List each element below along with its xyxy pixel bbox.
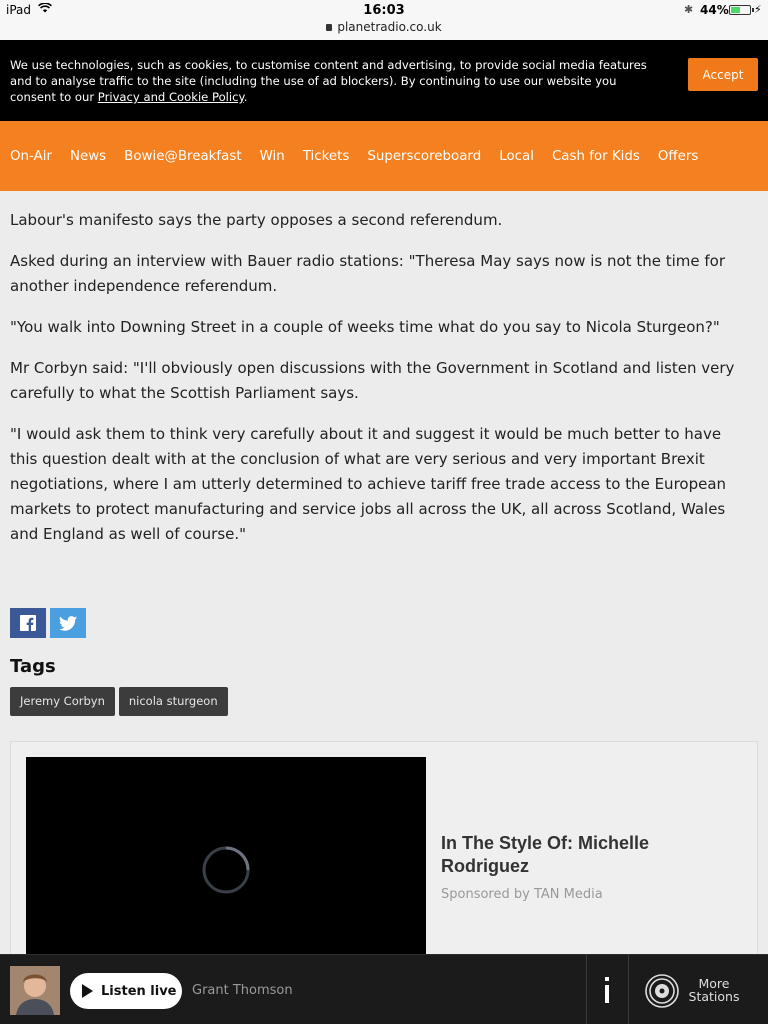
privacy-policy-link[interactable]: Privacy and Cookie Policy bbox=[97, 90, 244, 104]
nav-item-offers[interactable]: Offers bbox=[657, 149, 699, 164]
tags-heading: Tags bbox=[10, 656, 56, 677]
info-icon bbox=[603, 977, 611, 1003]
more-stations-button[interactable] bbox=[628, 955, 768, 1024]
battery-percent: 44% bbox=[700, 3, 729, 17]
sponsored-card[interactable] bbox=[10, 741, 758, 981]
video-player[interactable] bbox=[26, 757, 426, 977]
main-nav bbox=[0, 121, 768, 191]
article-paragraph: "I would ask them to think very carefully about it and suggest it would be much better to have this question dealt with at the conclusion of what are very serious and very important Brexit negotiations, where I am utterly determined to achieve tariff free trade access to the European markets to protect manufacturing and service jobs all across the UK, all across Scotland, Wales and England as well of course." bbox=[10, 425, 727, 543]
clock: 16:03 bbox=[363, 3, 405, 18]
bluetooth-icon: ✱ bbox=[684, 3, 694, 16]
tag-jeremy-corbyn[interactable]: Jeremy Corbyn bbox=[10, 687, 115, 716]
facebook-icon bbox=[20, 615, 36, 631]
presenter-name: Grant Thomson bbox=[192, 983, 293, 998]
charging-icon: ⚡ bbox=[754, 3, 762, 16]
nav-item-on-air[interactable]: On-Air bbox=[10, 149, 52, 164]
facebook-share-button[interactable] bbox=[10, 608, 46, 638]
sponsored-title[interactable]: In The Style Of: Michelle Rodriguez bbox=[441, 833, 650, 876]
twitter-share-button[interactable] bbox=[50, 608, 86, 638]
presenter-avatar bbox=[10, 966, 60, 1015]
article-paragraph: "You walk into Downing Street in a couple of weeks time what do you say to Nicola Sturgeon?" bbox=[10, 318, 720, 336]
cookie-banner bbox=[0, 40, 768, 121]
nav-item-tickets[interactable]: Tickets bbox=[302, 149, 350, 164]
battery-icon bbox=[729, 5, 751, 15]
sponsored-by-label: Sponsored by TAN Media bbox=[441, 887, 603, 902]
url-text: planetradio.co.uk bbox=[337, 20, 442, 34]
nav-item-win[interactable]: Win bbox=[259, 149, 285, 164]
article-paragraph: Mr Corbyn said: "I'll obviously open discussions with the Government in Scotland and listen very carefully to what the Scottish Parliament says. bbox=[10, 359, 735, 402]
share-buttons bbox=[10, 608, 86, 638]
nav-item-cash-for-kids[interactable]: Cash for Kids bbox=[551, 149, 640, 164]
more-stations-label: More Stations bbox=[688, 976, 740, 1004]
tag-nicola-sturgeon[interactable]: nicola sturgeon bbox=[119, 687, 228, 716]
twitter-icon bbox=[59, 616, 77, 631]
nav-item-news[interactable]: News bbox=[69, 149, 107, 164]
vinyl-disc-icon bbox=[645, 974, 679, 1008]
loading-spinner-icon bbox=[201, 845, 251, 895]
article-paragraph: Asked during an interview with Bauer radio stations: "Theresa May says now is not the time for another independence referendum. bbox=[10, 252, 725, 295]
lock-icon bbox=[326, 24, 332, 31]
play-icon bbox=[82, 984, 93, 998]
radio-player-bar bbox=[0, 954, 768, 1024]
article-paragraph: Labour's manifesto says the party opposes a second referendum. bbox=[10, 211, 503, 229]
listen-live-button[interactable]: Listen live bbox=[70, 973, 182, 1009]
device-name: iPad bbox=[6, 3, 32, 17]
info-button[interactable] bbox=[586, 955, 628, 1024]
nav-item-local[interactable]: Local bbox=[499, 149, 534, 164]
nav-item-bowie-breakfast[interactable]: Bowie@Breakfast bbox=[124, 149, 242, 164]
article-body bbox=[10, 208, 750, 563]
cookie-message: We use technologies, such as cookies, to customise content and advertising, to provide social media features and to analyse traffic to the site (including the use of ad blockers). By continuing to use our website you consent to our Privacy and Cookie Policy. bbox=[10, 58, 647, 104]
status-bar bbox=[0, 0, 768, 40]
nav-item-superscoreboard[interactable]: Superscoreboard bbox=[367, 149, 482, 164]
accept-cookies-button[interactable]: Accept bbox=[688, 58, 758, 91]
address-bar[interactable] bbox=[0, 20, 768, 34]
tag-list bbox=[10, 687, 228, 716]
